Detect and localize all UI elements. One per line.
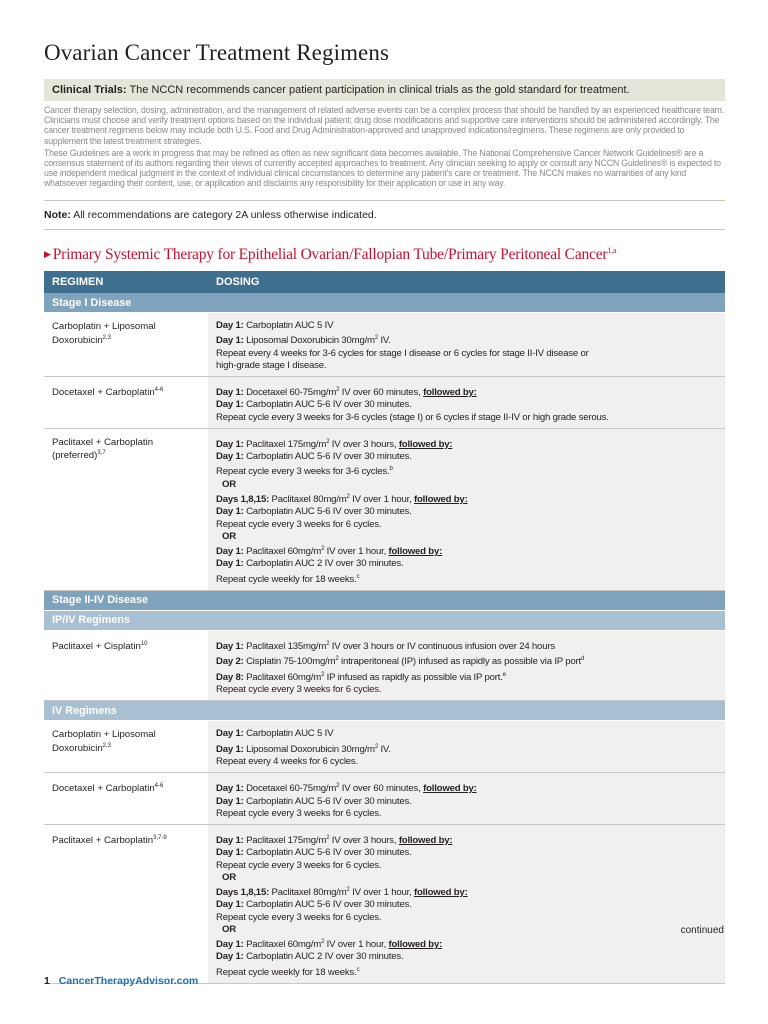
dosing-line: Repeat every 4 weeks for 3-6 cycles for stage I disease or 6 cycles for stage II-IV disease or <box>216 347 589 359</box>
dosing-cell <box>208 630 725 700</box>
dosing-line: Day 1: Carboplatin AUC 5-6 IV over 30 minutes. <box>216 451 412 463</box>
reference-sup: 2,3 <box>102 334 112 341</box>
substage-row <box>44 701 725 721</box>
page-title: Ovarian Cancer Treatment Regimens <box>44 40 390 65</box>
dosing-line: Day 1: Carboplatin AUC 5-6 IV over 30 minutes. <box>216 795 412 807</box>
dosing-line: Repeat cycle every 3 weeks for 3-6 cycles (stage I) or 6 cycles if stage II-IV or high grade serous. <box>216 411 609 423</box>
dosing-line: Day 1: Carboplatin AUC 5 IV <box>216 320 334 331</box>
regimen-table <box>44 271 725 984</box>
dosing-cell <box>208 824 725 983</box>
table-row <box>44 377 725 429</box>
table-row <box>44 313 725 377</box>
disclaimer-paragraph: Cancer therapy selection, dosing, administration, and the management of related adverse events can be a complex process that should be handled by an experienced healthcare team. Clinicians must choose and verify treatment options based on the individual patient; drug dose modifications and supportive care interventions should be administered accordingly. The cancer treatment regimens below may include both U.S. Food and Drug Administration-approved and unapproved indications/regimens. These regimens are only provided to supplement the latest treatment strategies. <box>44 105 725 146</box>
column-header-regimen: REGIMEN <box>44 271 208 293</box>
reference-sup: 3,7-9 <box>153 834 167 841</box>
dosing-line: Day 1: Docetaxel $60-75mg/m^2$ IV over 60 minutes, followed by: <box>216 783 477 795</box>
regimen-name: Carboplatin + Liposomal <box>52 321 156 332</box>
dosing-line: Repeat every 4 weeks for 6 cycles. <box>216 755 358 767</box>
regimen-cell <box>44 824 208 983</box>
table-row <box>44 773 725 825</box>
dosing-line: Repeat cycle every 3 weeks for 6 cycles. <box>216 518 382 530</box>
site-link[interactable]: CancerTherapyAdvisor.com <box>58 975 199 987</box>
substage-label: IP/IV Regimens <box>44 610 725 630</box>
note <box>44 209 377 221</box>
table-row <box>44 721 725 773</box>
section-title-text: Primary Systemic Therapy for Epithelial Ovarian/Fallopian Tube/Primary Peritoneal Cancer <box>52 246 608 264</box>
table-row <box>44 630 725 700</box>
dosing-cell <box>208 721 725 773</box>
dosing-line: Day 1: Carboplatin AUC 5-6 IV over 30 minutes. <box>216 847 412 859</box>
dosing-line: Day 1: Carboplatin AUC 5-6 IV over 30 minutes. <box>216 506 412 518</box>
disclaimer-paragraph: These Guidelines are a work in progress that may be refined as often as new significant data becomes available. The National Comprehensive Cancer Network Guidelines® are a consensus statement of its authors regarding their views of currently accepted approaches to treatment. Any clinician seeking to apply or consult any NCCN Guidelines® is expected to use independent medical judgment in the context of individual clinical circumstances to determine any patient's care or treatment. The NCCN makes no warranties of any kind whatsoever regarding their content, use, or application and disclaims any responsibility for their application or use in any way. <box>44 147 721 189</box>
footer <box>44 975 198 987</box>
dosing-line: Days 1,8,15: Paclitaxel $80mg/m^2$ IV over 1 hour, followed by: <box>216 493 468 506</box>
dosing-line: Repeat cycle every 3 weeks for 6 cycles. <box>216 859 382 871</box>
dosing-line: Repeat cycle every 3 weeks for 6 cycles. <box>216 807 382 819</box>
regimen-cell <box>44 630 208 700</box>
dosing-cell <box>208 428 725 590</box>
section-title <box>44 246 616 264</box>
reference-sup: 10 <box>140 640 148 647</box>
reference-sup: 3,7 <box>97 450 106 457</box>
table-row <box>44 824 725 983</box>
regimen-cell <box>44 313 208 377</box>
table-header <box>44 271 725 293</box>
dosing-line: Day 1: Liposomal Doxorubicin $30mg/m^2$ IV. <box>216 335 391 347</box>
regimen-name: Paclitaxel + Carboplatin <box>52 436 154 448</box>
stage-label: Stage II-IV Disease <box>44 590 725 610</box>
or-separator: OR <box>222 530 236 542</box>
continued-label: continued <box>680 925 724 936</box>
dosing-line: Day 1: Carboplatin AUC 5 IV <box>216 728 334 740</box>
dosing-line: Repeat cycle weekly for 18 weeks.$^c$ <box>216 966 360 978</box>
substage-row <box>44 610 725 630</box>
disclaimer <box>44 105 725 191</box>
page-number: 1 <box>44 975 50 987</box>
dosing-cell <box>208 313 725 377</box>
dosing-cell <box>208 773 725 825</box>
triangle-right-icon: ▶ <box>44 249 51 260</box>
column-header-dosing: DOSING <box>208 271 725 293</box>
clinical-trials-banner <box>44 79 725 101</box>
clinical-trials-text: The NCCN recommends cancer patient participation in clinical trials as the gold standard for treatment. <box>129 84 630 96</box>
dosing-line: Days 1,8,15: Paclitaxel $80mg/m^2$ IV over 1 hour, followed by: <box>216 886 468 899</box>
dosing-line: Day 1: Paclitaxel $135mg/m^2$ IV over 3 hours or IV continuous infusion over 24 hours <box>216 640 555 653</box>
dosing-line: high-grade stage I disease. <box>216 359 327 371</box>
dosing-line: Day 1: Paclitaxel $60mg/m^2$ IV over 1 hour, followed by: <box>216 938 443 951</box>
table-row <box>44 428 725 590</box>
dosing-line: Day 1: Carboplatin AUC 2 IV over 30 minutes. <box>216 558 404 570</box>
substage-label: IV Regimens <box>44 701 725 721</box>
section-title-sup: 1,a <box>607 246 617 255</box>
dosing-line: Repeat cycle every 3 weeks for 6 cycles. <box>216 684 382 696</box>
dosing-cell <box>208 377 725 429</box>
or-separator: OR <box>222 923 236 935</box>
regimen-name: (preferred) <box>52 450 98 462</box>
dosing-line: Day 1: Carboplatin AUC 2 IV over 30 minutes. <box>216 951 404 963</box>
divider <box>44 229 725 230</box>
reference-sup: 4-6 <box>154 387 164 393</box>
regimen-cell <box>44 428 208 590</box>
note-text: All recommendations are category 2A unless otherwise indicated. <box>73 209 377 221</box>
dosing-line: Day 1: Paclitaxel $175mg/m^2$ IV over 3 hours, followed by: <box>216 834 453 847</box>
dosing-line: Repeat cycle every 3 weeks for 6 cycles. <box>216 911 382 923</box>
clinical-trials-label: Clinical Trials: <box>52 84 127 96</box>
regimen-cell <box>44 377 208 429</box>
regimen-name: Docetaxel + Carboplatin <box>52 387 155 399</box>
stage-row <box>44 293 725 313</box>
regimen-cell <box>44 773 208 825</box>
reference-sup: 2,3 <box>102 742 112 749</box>
regimen-name: Doxorubicin <box>52 334 103 346</box>
or-separator: OR <box>222 871 236 883</box>
dosing-line: Day 1: Liposomal Doxorubicin $30mg/m^2$ IV. <box>216 743 391 755</box>
stage-row <box>44 590 725 610</box>
dosing-line: Day 1: Carboplatin AUC 5-6 IV over 30 minutes. <box>216 399 412 411</box>
regimen-name: Paclitaxel + Carboplatin <box>52 835 154 847</box>
regimen-cell <box>44 721 208 773</box>
dosing-line: Day 1: Paclitaxel $175mg/m^2$ IV over 3 hours, followed by: <box>216 438 453 450</box>
regimen-name: Docetaxel + Carboplatin <box>52 783 155 795</box>
dosing-line: Day 1: Paclitaxel $60mg/m^2$ IV over 1 hour, followed by: <box>216 545 443 558</box>
regimen-name: Paclitaxel + Cisplatin <box>52 641 141 653</box>
regimen-name: Doxorubicin <box>52 743 103 755</box>
reference-sup: 4-6 <box>154 783 164 790</box>
note-label: Note: <box>44 209 71 221</box>
divider <box>44 200 725 201</box>
dosing-line: Day 1: Carboplatin AUC 5-6 IV over 30 minutes. <box>216 899 412 911</box>
dosing-line: Day 2: Cisplatin $75-100mg/m^2$ intraperitoneal (IP) infused as rapidly as possible via IP port$^d$ <box>216 656 585 668</box>
stage-label: Stage I Disease <box>44 293 725 313</box>
or-separator: OR <box>222 478 236 490</box>
dosing-line: Day 1: Docetaxel $60-75mg/m^2$ IV over 60 minutes, followed by: <box>216 387 477 399</box>
dosing-line: Repeat cycle every 3 weeks for 3-6 cycles.$^b$ <box>216 466 393 478</box>
regimen-name: Carboplatin + Liposomal <box>52 729 156 741</box>
dosing-line: Repeat cycle weekly for 18 weeks.$^c$ <box>216 573 360 585</box>
dosing-line: Day 8: Paclitaxel $60mg/m^2$ IP infused as rapidly as possible via IP port.$^e$ <box>216 671 506 683</box>
